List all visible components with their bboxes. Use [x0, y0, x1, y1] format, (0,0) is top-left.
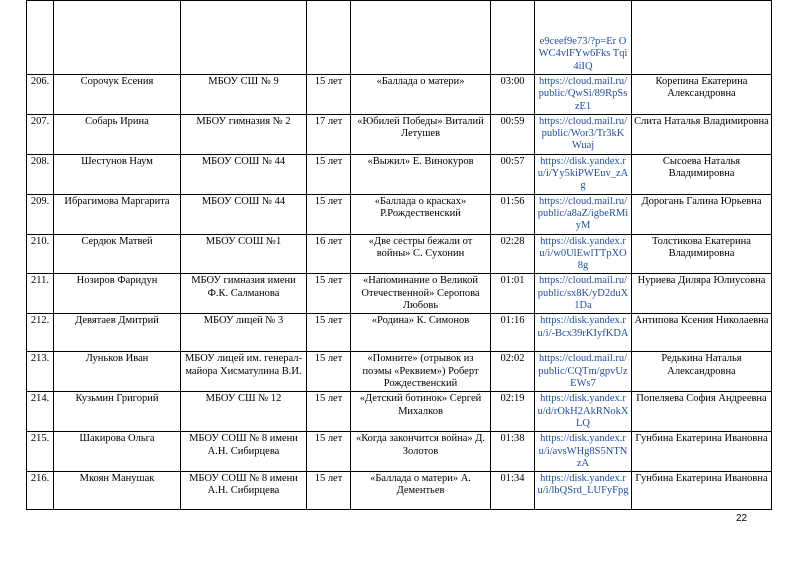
cell-school: МБОУ лицей им. генерал-майора Хисматулина В.И. — [181, 352, 307, 392]
table-row — [27, 314, 772, 352]
table-row — [27, 194, 772, 234]
page-number: 22 — [736, 513, 748, 524]
cell-school: МБОУ СОШ № 44 — [181, 194, 307, 234]
cell-school: МБОУ СОШ №1 — [181, 234, 307, 274]
cell-duration: 02:19 — [491, 392, 535, 432]
cell-work: «Напоминание о Великой Отечественной» Серопова Любовь — [351, 274, 491, 314]
cell-work: «Детский ботинок» Сергей Михалков — [351, 392, 491, 432]
cell-link[interactable]: https://disk.yandex.ru/i/lbQSrd_LUFyFpg — [535, 472, 632, 510]
cell-work: «Баллада о матери» — [351, 75, 491, 115]
cell-num: 215. — [27, 432, 54, 472]
cell-num: 206. — [27, 75, 54, 115]
cell-num: 213. — [27, 352, 54, 392]
cell-num: 212. — [27, 314, 54, 352]
cell-duration: 03:00 — [491, 75, 535, 115]
cell-name: Кузьмин Григорий — [54, 392, 181, 432]
cell-link[interactable]: https://cloud.mail.ru/public/QwSi/89RpSszE1 — [535, 75, 632, 115]
table-row — [27, 274, 772, 314]
cell-name: Сердюк Матвей — [54, 234, 181, 274]
cell-name: Сорочук Есения — [54, 75, 181, 115]
cell-teacher: Нуриева Диляра Юлиусовна — [632, 274, 772, 314]
cell-school: МБОУ СШ № 9 — [181, 75, 307, 115]
cell-duration: 02:02 — [491, 352, 535, 392]
cell-age: 15 лет — [307, 432, 351, 472]
participants-table — [26, 0, 772, 510]
cell-age: 15 лет — [307, 194, 351, 234]
cell-link[interactable]: https://cloud.mail.ru/public/a8aZ/igbeRMiyM — [535, 194, 632, 234]
cell-name: Девятаев Дмитрий — [54, 314, 181, 352]
cell-age: 15 лет — [307, 314, 351, 352]
cell-num: 214. — [27, 392, 54, 432]
cell-link[interactable]: https://disk.yandex.ru/i/-Bcx39rKIyfKDA — [535, 314, 632, 352]
cell-teacher: Антипова Ксения Николаевна — [632, 314, 772, 352]
cell-link[interactable]: https://cloud.mail.ru/public/CQTm/gpvUzEWs7 — [535, 352, 632, 392]
cell-work: «Две сестры бежали от войны» С. Сухонин — [351, 234, 491, 274]
cell-age: 15 лет — [307, 75, 351, 115]
cell-school: МБОУ лицей № 3 — [181, 314, 307, 352]
cell-school: МБОУ гимназия № 2 — [181, 114, 307, 154]
cell-num: 208. — [27, 154, 54, 194]
cell-duration: 01:01 — [491, 274, 535, 314]
cell-work: «Баллада о красках» Р.Рождественский — [351, 194, 491, 234]
cell-duration: 01:38 — [491, 432, 535, 472]
cell-teacher: Гунбина Екатерина Ивановна — [632, 472, 772, 510]
cell-age: 16 лет — [307, 234, 351, 274]
cell-age: 15 лет — [307, 274, 351, 314]
cell-age: 15 лет — [307, 392, 351, 432]
cell-school: МБОУ СОШ № 8 имени А.Н. Сибирцева — [181, 472, 307, 510]
table-row — [27, 234, 772, 274]
cell-work: «Выжил» Е. Винокуров — [351, 154, 491, 194]
cell-num: 209. — [27, 194, 54, 234]
table-row — [27, 432, 772, 472]
cell-duration: 01:34 — [491, 472, 535, 510]
cell-link[interactable]: https://disk.yandex.ru/d/rOkH2AkRNokXLQ — [535, 392, 632, 432]
cell-age: 17 лет — [307, 114, 351, 154]
cell-num — [27, 1, 54, 75]
cell-link[interactable]: https://disk.yandex.ru/i/avsWHg8S5NTNzA — [535, 432, 632, 472]
cell-num: 207. — [27, 114, 54, 154]
cell-name: Луньков Иван — [54, 352, 181, 392]
cell-age — [307, 1, 351, 75]
cell-work: «Помните» (отрывок из поэмы «Реквием») Роберт Рождественский — [351, 352, 491, 392]
table-row — [27, 75, 772, 115]
cell-school: МБОУ гимназия имени Ф.К. Салманова — [181, 274, 307, 314]
cell-school: МБОУ СОШ № 44 — [181, 154, 307, 194]
cell-link[interactable]: https://disk.yandex.ru/i/Yy5kiPWEuv_zAg — [535, 154, 632, 194]
cell-teacher — [632, 1, 772, 75]
table-row — [27, 114, 772, 154]
table-row — [27, 472, 772, 510]
cell-link[interactable]: https://cloud.mail.ru/public/Wor3/Tr3kKWuaj — [535, 114, 632, 154]
cell-work: «Родина» К. Симонов — [351, 314, 491, 352]
cell-teacher: Сысоева Наталья Владимировна — [632, 154, 772, 194]
cell-name: Мкоян Манушак — [54, 472, 181, 510]
cell-num: 216. — [27, 472, 54, 510]
cell-teacher: Корепина Екатерина Александровна — [632, 75, 772, 115]
cell-teacher: Попеляева София Андреевна — [632, 392, 772, 432]
cell-name — [54, 1, 181, 75]
cell-duration: 01:16 — [491, 314, 535, 352]
cell-age: 15 лет — [307, 472, 351, 510]
table-row — [27, 1, 772, 75]
cell-name: Шакирова Ольга — [54, 432, 181, 472]
cell-work: «Когда закончится война» Д. Золотов — [351, 432, 491, 472]
cell-work: «Баллада о матери» А. Дементьев — [351, 472, 491, 510]
cell-school: МБОУ СШ № 12 — [181, 392, 307, 432]
cell-duration: 01:56 — [491, 194, 535, 234]
cell-age: 15 лет — [307, 352, 351, 392]
cell-teacher: Толстикова Екатерина Владимировна — [632, 234, 772, 274]
cell-age: 15 лет — [307, 154, 351, 194]
table-row — [27, 154, 772, 194]
cell-name: Собарь Ирина — [54, 114, 181, 154]
cell-name: Шестунов Наум — [54, 154, 181, 194]
cell-school: МБОУ СОШ № 8 имени А.Н. Сибирцева — [181, 432, 307, 472]
cell-teacher: Гунбина Екатерина Ивановна — [632, 432, 772, 472]
cell-num: 211. — [27, 274, 54, 314]
cell-name: Ибрагимова Маргарита — [54, 194, 181, 234]
table-row — [27, 392, 772, 432]
cell-duration: 02:28 — [491, 234, 535, 274]
cell-work: «Юбилей Победы» Виталий Летушев — [351, 114, 491, 154]
cell-teacher: Дорогань Галина Юрьевна — [632, 194, 772, 234]
cell-duration — [491, 1, 535, 75]
cell-work — [351, 1, 491, 75]
cell-link[interactable]: https://cloud.mail.ru/public/sx8K/yD2duX1Da — [535, 274, 632, 314]
cell-link[interactable]: e9ceef9e73/?p=Er OWC4vlFYw6Fks Tqi4iIQ — [535, 1, 632, 75]
table-row — [27, 352, 772, 392]
cell-num: 210. — [27, 234, 54, 274]
cell-link[interactable]: https://disk.yandex.ru/i/w0UlEwlTTpXO8g — [535, 234, 632, 274]
cell-teacher: Редькина Наталья Александровна — [632, 352, 772, 392]
cell-duration: 00:59 — [491, 114, 535, 154]
cell-school — [181, 1, 307, 75]
cell-name: Нозиров Фаридун — [54, 274, 181, 314]
cell-duration: 00:57 — [491, 154, 535, 194]
cell-teacher: Слита Наталья Владимировна — [632, 114, 772, 154]
